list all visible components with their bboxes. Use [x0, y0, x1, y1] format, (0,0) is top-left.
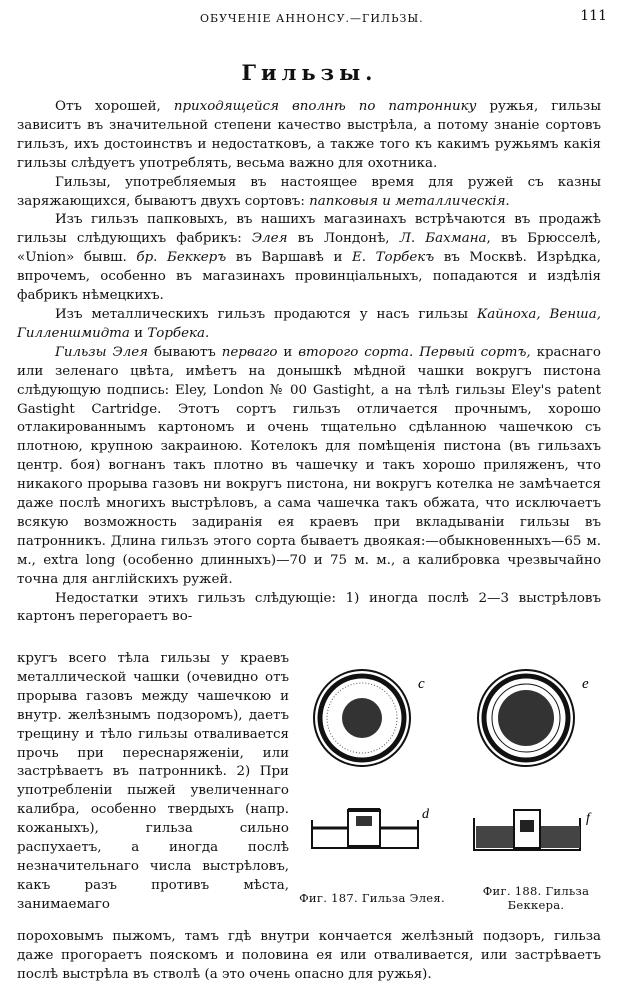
text: краснаго или зеленаго цвѣта, имѣетъ на донышкѣ мѣдной чашки вокругъ пистона слѣдующую подпись: Eley, London № 00 Gastight, а на тѣлѣ гильзы Eley's patent Gastight Cartridge. Этотъ сортъ гильзъ отличается прочнымъ, хорошо отлакированнымъ картономъ и очень тщательно сдѣланною чашечкою съ плотною, крупною закраиною. Котелокъ для помѣщенія пистона (въ гильзахъ центр. боя) вогнанъ такъ плотно въ чашечку и такъ хорошо приляженъ, что никакого прорыва газовъ ни вокругъ пистона, ни вокругъ котелка не замѣчается даже послѣ многихъ выстрѣловъ, а сама чашечка такъ обжата, что исключаетъ всякую возможность задиранія ея краевъ при вкладываніи гильзы въ патронникъ. Длина гильзъ этого сорта бываетъ двоякая:—обыкновенныхъ—65 м. м., extra long (особенно длинныхъ)—70 и 75 м. м., а калибровка чрезвычайно точна для англійскихъ ружей.: [17, 344, 601, 587]
chapter-heading: Гильзы.: [241, 60, 378, 85]
body-text-wrapped: [17, 650, 289, 915]
figure-label: d: [422, 807, 429, 822]
cartridge-base-view: [314, 670, 410, 766]
cartridge-base-view: [478, 670, 574, 766]
running-title: ОБУЧЕНІЕ АННОНСУ.—ГИЛЬЗЫ.: [200, 12, 424, 25]
paragraph-2: [17, 174, 601, 212]
italic-text: Гильзы Элея: [55, 344, 149, 360]
text: и: [129, 325, 148, 341]
text: , въ Брюсселѣ, «Union» бывш.: [17, 231, 601, 266]
text: Изъ металлическихъ гильзъ продаются у насъ гильзы: [55, 306, 477, 322]
italic-text: Л. Бахмана: [399, 231, 487, 247]
italic-text: папковыя и металлическія.: [309, 193, 510, 209]
figure-188-illustration: [462, 660, 607, 880]
figure-label: f: [586, 811, 590, 826]
italic-text: бр. Беккеръ: [136, 250, 227, 266]
paragraph-6-wrapped: кругъ всего тѣла гильзы у краевъ металлической чашки (очевидно отъ прорыва газовъ между чашечкою и внутр. желѣзнымъ подзоромъ), даетъ трещину и тѣло гильзы отваливается прочь при переснаряженіи, или застрѣваетъ въ патронникѣ. 2) При употребленіи пыжей увеличеннаго калибра, особенно твердыхъ (напр. кожаныхъ), гильза сильно распухаетъ, а иногда послѣ незначительнаго числа выстрѣловъ, какъ разъ противъ мѣста, занимаемаго: [17, 651, 289, 912]
page-number: 111: [580, 8, 607, 24]
body-text-bottom: [17, 928, 601, 985]
text: въ Варшавѣ и: [226, 250, 352, 266]
italic-text: второго сорта. Первый сортъ,: [298, 344, 531, 360]
italic-text: Е. Торбекъ: [351, 250, 435, 266]
cartridge-section-view: [474, 810, 580, 850]
cartridge-section-view: [312, 810, 418, 848]
text: ружья, гильзы зависитъ въ значительной степени качество выстрѣла, а потому знаніе сортовъ гильзъ, ихъ достоинствъ и недостатковъ, а также того къ какимъ ружьямъ какія гильзы слѣдуетъ употреблять, весьма важно для охотника.: [17, 99, 601, 171]
figure-label: c: [418, 676, 425, 692]
text: Гильзы, употребляемыя въ настоящее время для ружей съ казны заряжающихся, бываютъ двухъ сортовъ:: [17, 174, 601, 209]
body-text-top: [17, 98, 601, 627]
italic-text: Элея: [251, 231, 288, 247]
caption-line: Беккера.: [507, 898, 565, 912]
text: Отъ хорошей,: [55, 99, 174, 114]
figure-label: e: [582, 676, 589, 692]
paragraph-6-tail: пороховымъ пыжомъ, тамъ гдѣ внутри кончается желѣзный подзоръ, гильза даже прогораетъ пояскомъ и половина ея или отваливается, или застрѣваетъ послѣ выстрѣла въ стволѣ (а это очень опасно для ружья).: [17, 929, 601, 982]
text: Недостатки этихъ гильзъ слѣдующіе: 1) иногда послѣ 2—3 выстрѣловъ картонъ перегораетъ во-: [17, 590, 601, 625]
running-header: [0, 4, 619, 28]
figure-188-caption: [466, 884, 606, 912]
paragraph-4: [17, 306, 601, 344]
figure-187-illustration: [300, 660, 440, 880]
figure-187-caption: Фиг. 187. Гильза Элея.: [299, 891, 445, 905]
italic-text: приходящейся вполнѣ по патроннику: [173, 99, 477, 114]
paragraph-1: [17, 98, 601, 174]
caption-line: Фиг. 188. Гильза: [482, 884, 590, 898]
italic-text: Кайноха, Венша, Гилленшмидта: [17, 306, 601, 341]
italic-text: Торбека.: [147, 325, 210, 341]
paragraph-3: [17, 211, 601, 306]
text: въ Лондонѣ,: [287, 231, 400, 247]
text: въ Москвѣ. Изрѣдка, впрочемъ, особенно въ магазинахъ провинціальныхъ, попадаются и издѣлія фабрикъ нѣмецкихъ.: [17, 250, 602, 304]
text: бываютъ: [148, 344, 222, 360]
text: и: [277, 344, 299, 360]
paragraph-5: [17, 344, 601, 590]
italic-text: перваго: [221, 344, 278, 360]
paragraph-6-first-line: [17, 590, 601, 628]
text: Изъ гильзъ папковыхъ, въ нашихъ магазинахъ встрѣчаются въ продажѣ гильзы слѣдующихъ фабрикъ:: [17, 212, 601, 247]
